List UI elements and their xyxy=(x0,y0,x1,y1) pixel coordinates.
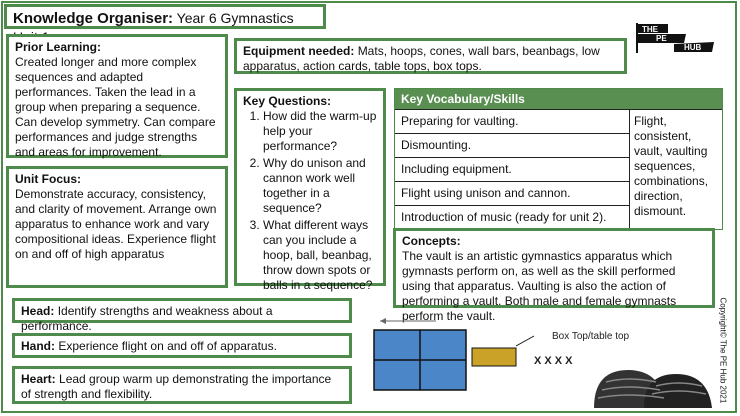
unit-focus-heading: Unit Focus: xyxy=(15,172,81,186)
copyright-note xyxy=(716,297,730,410)
vaulting-box-icon xyxy=(594,370,712,408)
title-main: Knowledge Organiser: xyxy=(13,10,174,27)
copyright-text: Copyright© The PE Hub 2021 xyxy=(718,297,728,404)
heart-text: Lead group warm up demonstrating the importance of strength and flexibility. xyxy=(21,372,332,401)
key-questions-box xyxy=(234,88,386,292)
apparatus-diagram xyxy=(366,318,716,414)
head-text: Identify strengths and weakness about a performance. xyxy=(21,304,273,333)
equipment-text: Mats, hoops, cones, wall bars, beanbags, low apparatus, action cards, table tops, box tops. xyxy=(243,44,600,73)
unit-focus-box xyxy=(6,166,228,288)
marker-labels: X X X X xyxy=(534,355,573,367)
key-question-item: 3. What different ways can you include a hoop, ball, beanbag, throw down spots or balls in a sequence? xyxy=(263,218,377,293)
hand-text: Experience flight on and off of apparatus. xyxy=(58,339,277,353)
hand-label: Hand: xyxy=(21,339,55,353)
vocab-row: Preparing for vaulting. xyxy=(395,109,630,133)
head-box xyxy=(12,298,352,333)
hand-box xyxy=(12,333,352,358)
logo-line2: PE xyxy=(656,34,667,43)
prior-learning-heading: Prior Learning: xyxy=(15,40,102,54)
pe-hub-logo xyxy=(634,22,716,54)
mats-icon xyxy=(374,330,466,390)
unit-focus-text: Demonstrate accuracy, consistency, and clarity of movement. Arrange own apparatus to enhance work and vary compositional ideas. Experience flight on and off of high apparatus xyxy=(15,187,217,261)
logo-line1: THE xyxy=(642,25,658,34)
vocab-row: Flight using unison and cannon. xyxy=(395,181,630,205)
equipment-box xyxy=(234,38,627,74)
key-question-item: 2. Why do unison and cannon work well together in a sequence? xyxy=(263,156,377,216)
vocab-row: Introduction of music (ready for unit 2). xyxy=(395,205,630,229)
concepts-heading: Concepts: xyxy=(402,234,461,248)
equipment-heading: Equipment needed: xyxy=(243,44,355,58)
flag-logo-icon xyxy=(634,22,716,54)
title-box xyxy=(4,4,326,29)
heart-box xyxy=(12,366,352,404)
key-question-item: 1. How did the warm-up help your performance? xyxy=(263,109,377,154)
logo-line3: HUB xyxy=(684,43,702,52)
prior-learning-text: Created longer and more complex sequences and adapted performances. Taken the lead in a group when preparing a sequence. Can develop symmetry. Can compare performances and judge strengths and areas for improvement. xyxy=(15,55,216,159)
head-label: Head: xyxy=(21,304,55,318)
box-top-label: Box Top/table top xyxy=(552,331,630,342)
concepts-box xyxy=(393,228,715,323)
box-top-icon xyxy=(472,348,516,366)
vocab-keywords: Flight, consistent, vault, vaulting sequences, combinations, direction, dismount. xyxy=(630,109,722,229)
title-sub: Year 6 Gymnastics xyxy=(176,10,294,26)
vocab-row: Dismounting. xyxy=(395,133,630,157)
concepts-text: The vault is an artistic gymnastics apparatus which gymnasts perform on, as well as the skill performed using that apparatus. Vaulting is also the action of performing a vault. Both male and female gymnasts perform the vault. xyxy=(402,249,677,323)
heart-label: Heart: xyxy=(21,372,56,386)
key-questions-heading: Key Questions: xyxy=(243,94,332,108)
vocab-table xyxy=(394,88,723,230)
vocab-row: Including equipment. xyxy=(395,157,630,181)
key-questions-list xyxy=(243,109,377,293)
prior-learning-box xyxy=(6,34,228,158)
vocab-heading: Key Vocabulary/Skills xyxy=(395,89,722,109)
